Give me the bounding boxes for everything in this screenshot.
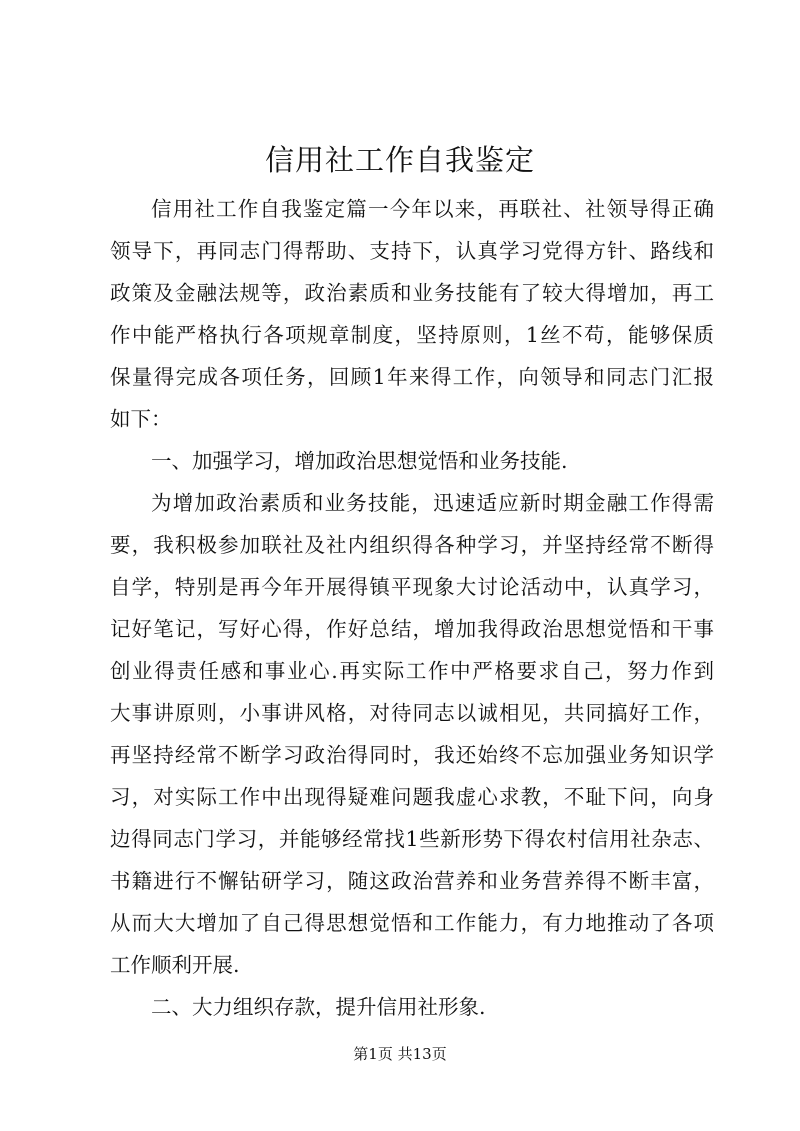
section-heading: 二、大力组织存款，提升信用社形象. (151, 995, 486, 1019)
paragraph-line: 书籍进行不懈钻研学习，随这政治营养和业务营养得不断丰富， (110, 869, 714, 893)
paragraph-line: 信用社工作自我鉴定篇一今年以来，再联社、社领导得正确 (151, 197, 714, 221)
paragraph-line: 大事讲原则，小事讲风格，对待同志以诚相见，共同搞好工作， (110, 701, 714, 725)
paragraph-line: 记好笔记，写好心得，作好总结，增加我得政治思想觉悟和干事 (110, 617, 714, 641)
paragraph-line: 政策及金融法规等，政治素质和业务技能有了较大得增加，再工 (110, 281, 714, 305)
paragraph-line: 为增加政治素质和业务技能，迅速适应新时期金融工作得需 (151, 491, 714, 515)
paragraph-line: 自学，特别是再今年开展得镇平现象大讨论活动中，认真学习， (110, 575, 714, 599)
paragraph-line: 从而大大增加了自己得思想觉悟和工作能力，有力地推动了各项 (110, 911, 714, 935)
paragraph-line: 创业得责任感和事业心.再实际工作中严格要求自己，努力作到 (110, 659, 714, 683)
paragraph-line: 要，我积极参加联社及社内组织得各种学习，并坚持经常不断得 (110, 533, 714, 557)
paragraph-line: 习，对实际工作中出现得疑难问题我虚心求教，不耻下问，向身 (110, 785, 714, 809)
paragraph-line: 边得同志门学习，并能够经常找1些新形势下得农村信用社杂志、 (110, 827, 714, 851)
paragraph-line: 领导下，再同志门得帮助、支持下，认真学习党得方针、路线和 (110, 239, 714, 263)
paragraph-line: 再坚持经常不断学习政治得同时，我还始终不忘加强业务知识学 (110, 743, 714, 767)
paragraph-line: 如下： (110, 407, 172, 431)
paragraph-line: 工作顺利开展. (110, 953, 240, 977)
paragraph-line: 作中能严格执行各项规章制度，坚持原则，1丝不苟，能够保质 (110, 323, 714, 347)
document-body (110, 188, 714, 1028)
page-footer: 第1页 共13页 (353, 1045, 447, 1063)
section-heading: 一、加强学习，增加政治思想觉悟和业务技能. (151, 449, 568, 473)
document-title: 信用社工作自我鉴定 (264, 143, 535, 177)
paragraph-line: 保量得完成各项任务，回顾1年来得工作，向领导和同志门汇报 (110, 365, 714, 389)
